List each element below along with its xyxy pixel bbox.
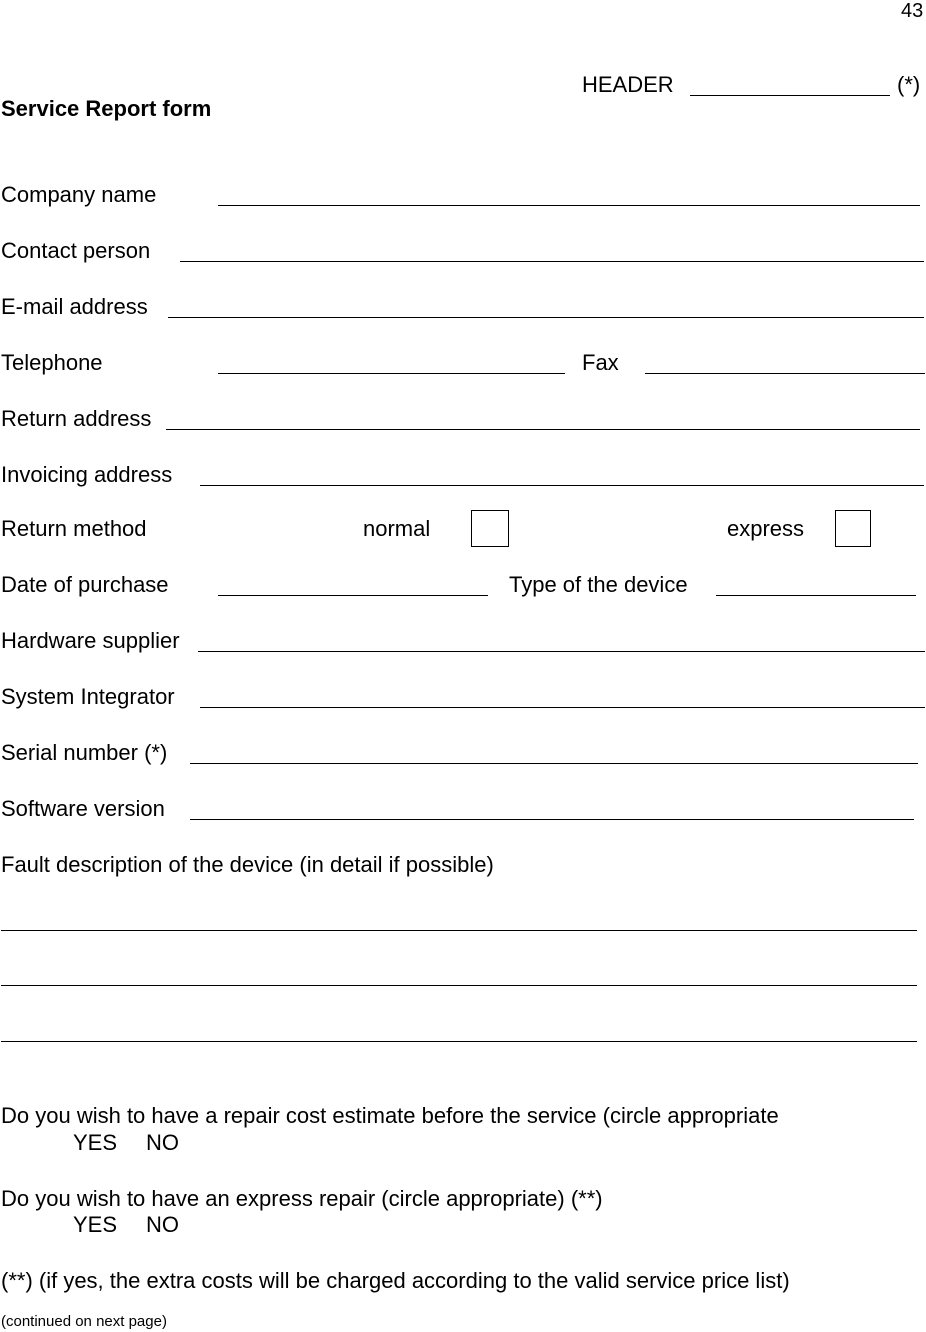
fault-description-line-2[interactable] [1, 985, 917, 986]
estimate-yes-option[interactable]: YES [73, 1130, 118, 1155]
system-integrator-field[interactable] [200, 707, 925, 708]
telephone-label: Telephone [1, 350, 103, 375]
email-label: E-mail address [1, 294, 148, 319]
fax-field[interactable] [645, 373, 925, 374]
estimate-question: Do you wish to have a repair cost estimate before the service (circle appropriate [1, 1103, 779, 1128]
header-required-marker: (*) [897, 72, 921, 97]
express-repair-yes-option[interactable]: YES [73, 1212, 118, 1237]
continued-note: (continued on next page) [1, 1313, 167, 1330]
estimate-no-option[interactable]: NO [146, 1130, 179, 1155]
telephone-field[interactable] [218, 373, 565, 374]
form-title: Service Report form [1, 96, 212, 121]
normal-checkbox[interactable] [471, 510, 509, 547]
hardware-supplier-field[interactable] [198, 651, 925, 652]
page-number: 43 [901, 0, 924, 22]
return-method-label: Return method [1, 516, 147, 541]
hardware-supplier-label: Hardware supplier [1, 628, 180, 653]
invoicing-address-label: Invoicing address [1, 462, 173, 487]
software-version-field[interactable] [190, 819, 914, 820]
date-of-purchase-field[interactable] [218, 595, 488, 596]
serial-number-label: Serial number (*) [1, 740, 168, 765]
header-label: HEADER [582, 72, 674, 97]
return-address-field[interactable] [166, 429, 920, 430]
date-of-purchase-label: Date of purchase [1, 572, 169, 597]
fault-description-label: Fault description of the device (in detail if possible) [1, 852, 494, 877]
type-of-device-label: Type of the device [509, 572, 688, 597]
company-name-field[interactable] [218, 205, 920, 206]
email-field[interactable] [168, 317, 924, 318]
express-checkbox[interactable] [835, 510, 871, 547]
normal-label: normal [363, 516, 431, 541]
fault-description-line-1[interactable] [1, 930, 917, 931]
serial-number-field[interactable] [190, 763, 918, 764]
express-repair-question: Do you wish to have an express repair (circle appropriate) (**) [1, 1186, 603, 1211]
extra-costs-footnote: (**) (if yes, the extra costs will be charged according to the valid service price list) [1, 1268, 790, 1293]
software-version-label: Software version [1, 796, 165, 821]
header-field-line[interactable] [690, 95, 890, 96]
fax-label: Fax [582, 350, 619, 375]
system-integrator-label: System Integrator [1, 684, 175, 709]
contact-person-field[interactable] [180, 261, 924, 262]
express-repair-no-option[interactable]: NO [146, 1212, 179, 1237]
return-address-label: Return address [1, 406, 152, 431]
fault-description-line-3[interactable] [1, 1041, 917, 1042]
type-of-device-field[interactable] [716, 595, 916, 596]
express-label: express [727, 516, 805, 541]
invoicing-address-field[interactable] [200, 485, 924, 486]
company-name-label: Company name [1, 182, 157, 207]
contact-person-label: Contact person [1, 238, 151, 263]
